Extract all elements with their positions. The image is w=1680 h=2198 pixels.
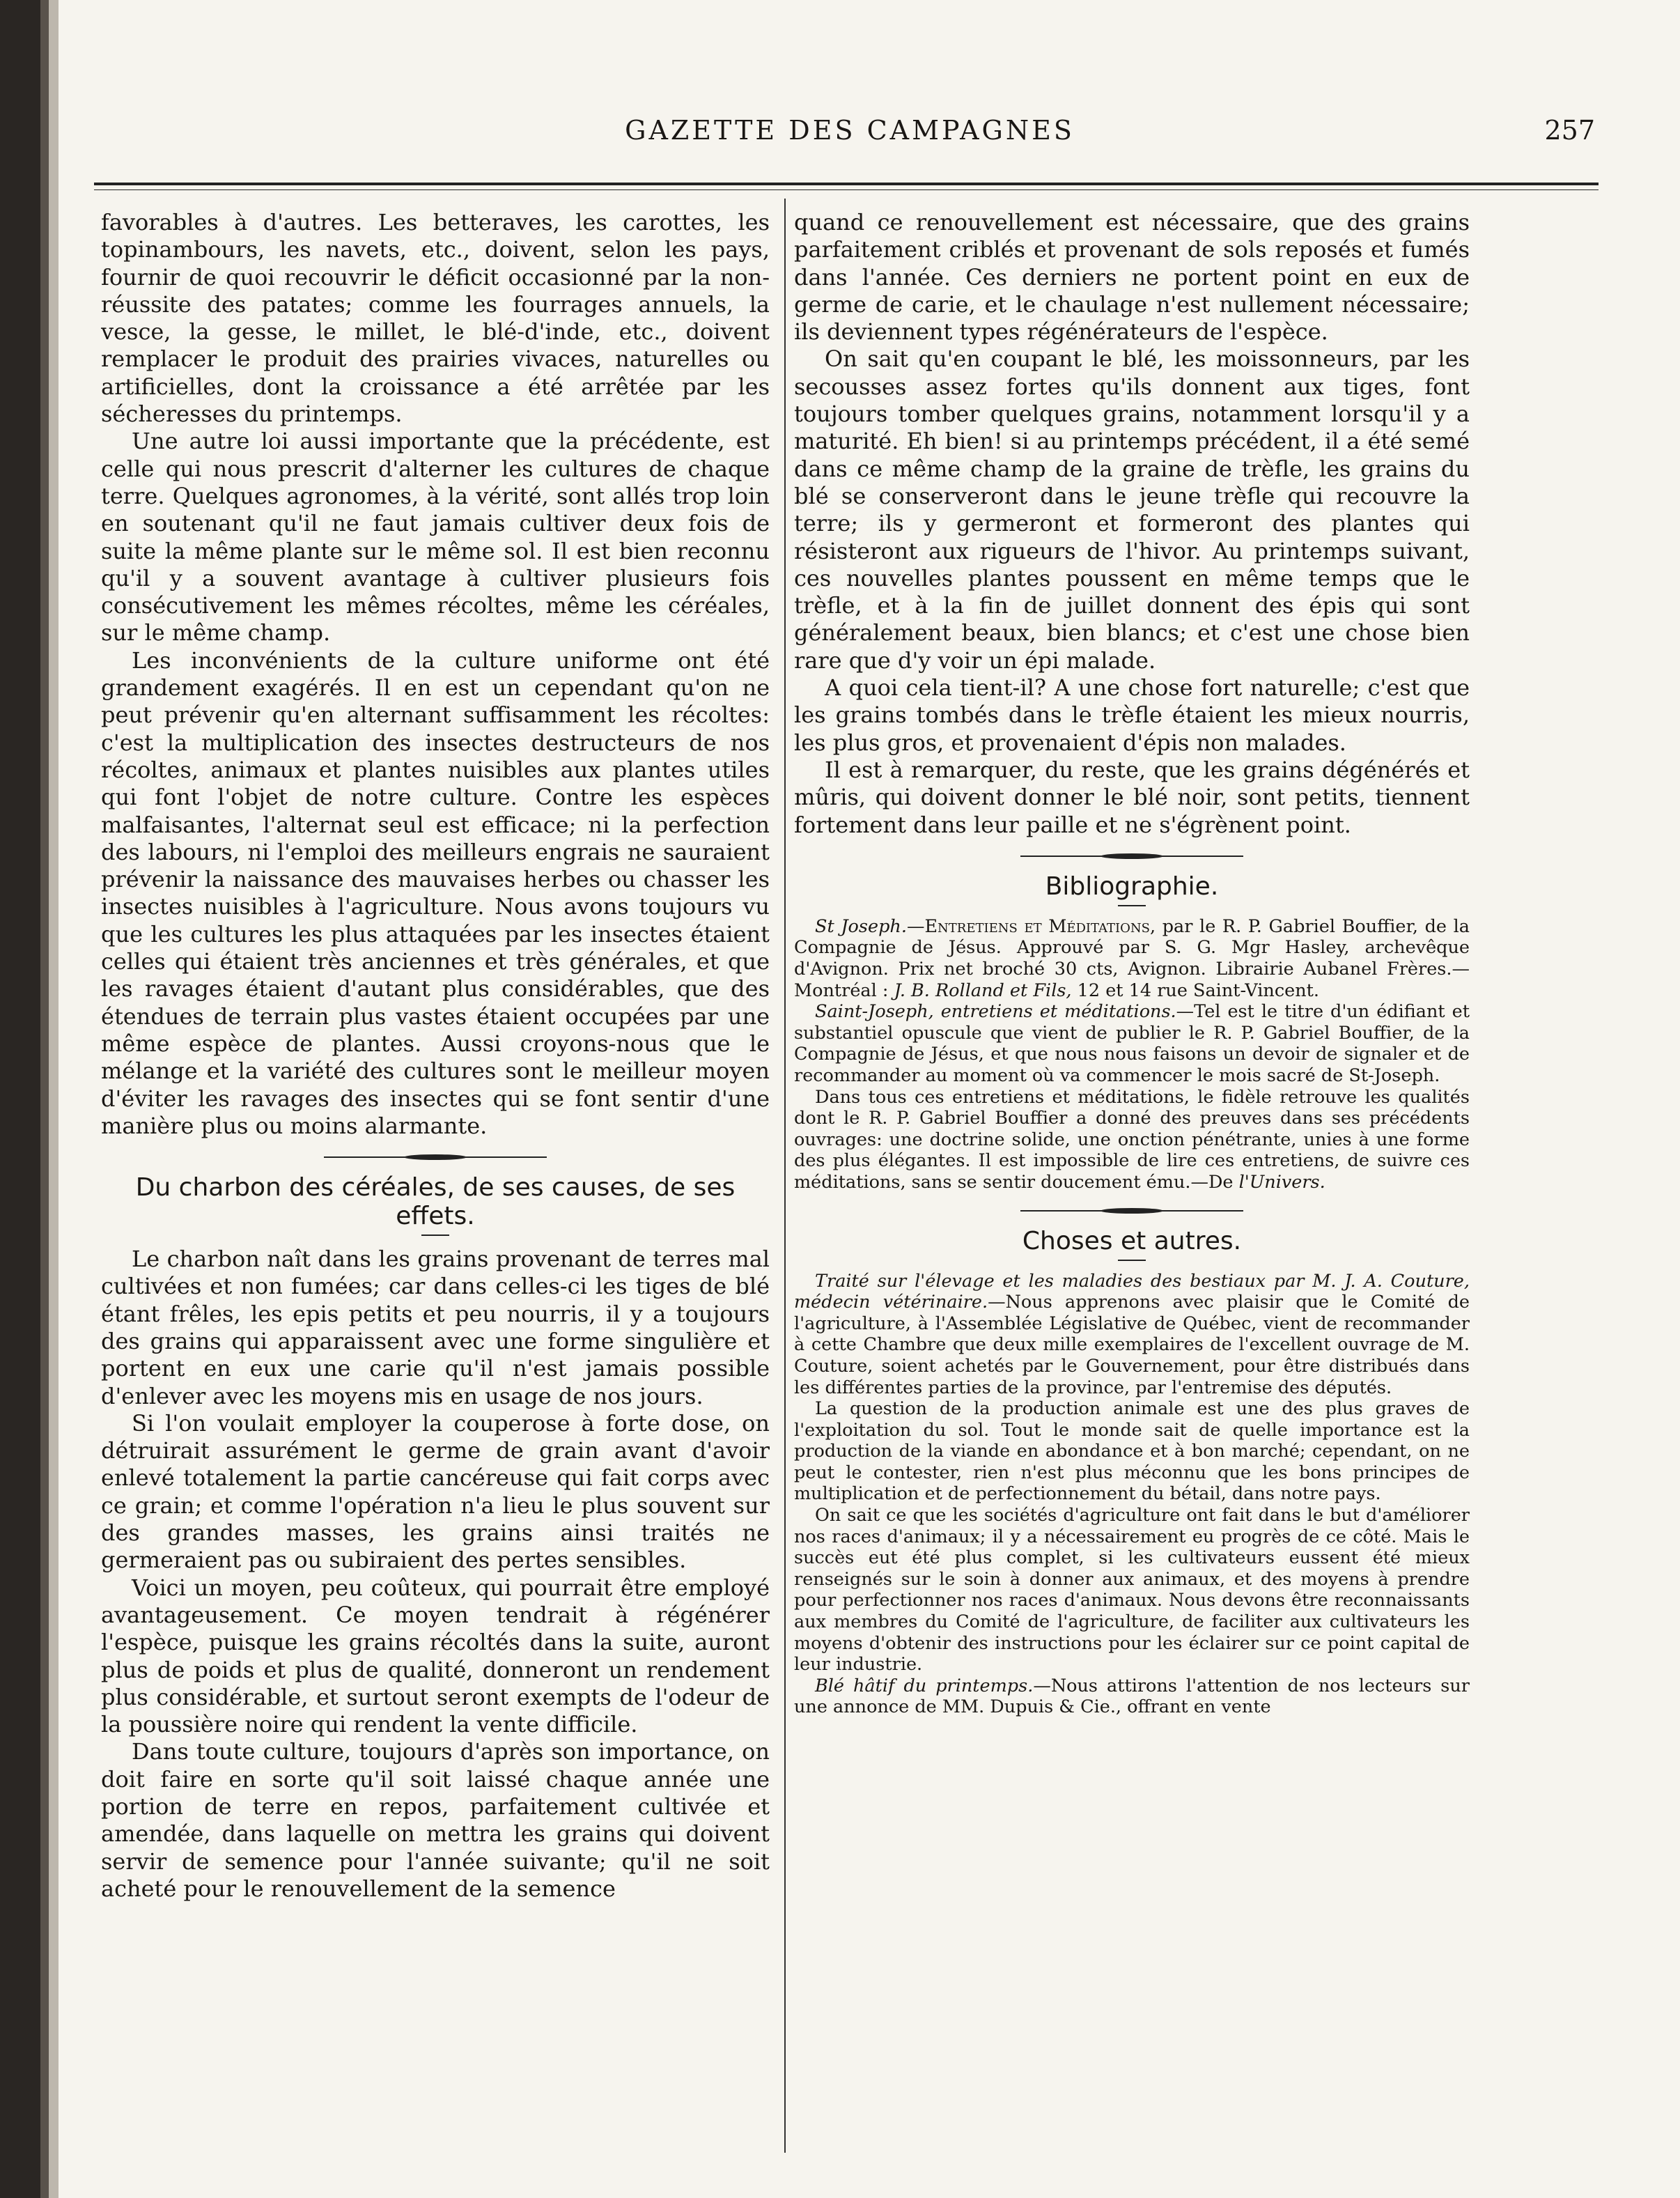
article-paragraph: Le charbon naît dans les grains provenant de terres mal cultivées et non fumées; car dans celles-ci les tiges de blé étant frêles, les epis petits et peu nourris, il y a toujours des grains qui apparaissent avec une forme singulière et portent en eux une carie qu'il n'est jamais possible d'enlever avec les moyens mis en usage de nos jours. <box>101 1246 770 1409</box>
entry-caps: —Entretiens et Méditations, <box>906 915 1156 937</box>
news-item <box>794 1271 1470 1399</box>
item-text: —Nous attirons l'attention de nos lecteurs sur une annonce de MM. Dupuis & Cie., offrant en vente <box>794 1675 1470 1718</box>
bibliography-entry <box>794 916 1470 1001</box>
section-separator <box>1020 847 1243 865</box>
entry-italic: l'Univers. <box>1238 1171 1325 1193</box>
header-rule-thick <box>94 183 1599 185</box>
section-heading-bibliographie: Bibliographie. <box>1045 872 1219 901</box>
right-column <box>794 209 1470 2146</box>
entry-lead: Saint-Joseph, entretiens et méditations. <box>815 1001 1176 1023</box>
article-paragraph: favorables à d'autres. Les betteraves, les carottes, les topinambours, les navets, etc., doivent, selon les pays, fournir de quoi recouvrir le déficit occasionné par la non-réussite des patates; comme les fourrages annuels, la vesce, la gesse, le millet, le blé-d'inde, etc., doivent remplacer le produit des prairies vivaces, naturelles ou artificielles, dont la croissance a été arrêtée par les sécheresses du printemps. <box>101 209 770 428</box>
bibliography-entry <box>794 1001 1470 1086</box>
article-paragraph: Une autre loi aussi importante que la précédente, est celle qui nous prescrit d'alterner les cultures de chaque terre. Quelques agronomes, à la vérité, sont allés trop loin en soutenant qu'il ne faut jamais cultiver deux fois de suite la même plante sur le même sol. Il est bien reconnu qu'il y a souvent avantage à cultiver plusieurs fois consécutivement les mêmes récoltes, même les céréales, sur le même champ. <box>101 428 770 647</box>
news-item <box>794 1398 1470 1505</box>
article-paragraph: Il est à remarquer, du reste, que les grains dégénérés et mûris, qui doivent donner le blé noir, sont petits, tiennent fortement dans leur paille et ne s'égrènent point. <box>794 756 1470 838</box>
entry-lead: St Joseph. <box>815 915 907 937</box>
article-paragraph: Voici un moyen, peu coûteux, qui pourrait être employé avantageusement. Ce moyen tendrait à régénérer l'espèce, puisque les grains récoltés dans la suite, auront plus de poids et plus de qualité, donneront un rendement plus considérable, et surtout seront exempts de l'odeur de la poussière noire qui rendent la vente difficile. <box>101 1574 770 1738</box>
left-column <box>101 209 770 2146</box>
article-paragraph: On sait qu'en coupant le blé, les moissonneurs, par les secousses assez fortes qu'ils donnent aux tiges, font toujours tomber quelques grains, notamment lorsqu'il y a maturité. Eh bien! si au printemps précédent, il a été semé dans ce même champ de la graine de trèfle, les grains du blé se conserveront dans le jeune trèfle qui recouvre la terre; ils y germeront et formeront des plantes qui résisteront aux rigueurs de l'hivor. Au printemps suivant, ces nouvelles plantes poussent en même temps que le trèfle, et à la fin de juillet donnent des épis qui sont généralement beaux, bien blancs; et c'est une chose bien rare que d'y voir un épi malade. <box>794 346 1470 674</box>
article-paragraph: quand ce renouvellement est nécessaire, que des grains parfaitement criblés et provenant de sols reposés et fumés dans l'année. Ces derniers ne portent point en eux de germe de carie, et le chaulage n'est nullement nécessaire; ils deviennent types régénérateurs de l'espèce. <box>794 209 1470 346</box>
entry-text: par le R. P. Gabriel Bouffier, de la Compagnie de Jésus. Approuvé par S. G. Mgr Hasley, archevêque d'Avignon. Prix net broché 30 cts, Avignon. Librairie Aubanel Frères.—Montréal : <box>794 915 1470 1001</box>
article-paragraph: Les inconvénients de la culture uniforme ont été grandement exagérés. Il en est un cependant qu'on ne peut prévenir qu'en alternant suffisamment les récoltes: c'est la multiplication des insectes destructeurs de nos récoltes, animaux et plantes nuisibles aux plantes utiles qui font l'objet de notre culture. Contre les espèces malfaisantes, l'alternat seul est efficace; ni la perfection des labours, ni l'emploi des meilleurs engrais ne sauraient prévenir la naissance des mauvaises herbes ou chasser les insectes nuisibles à l'agriculture. Nous avons toujours vu que les cultures les plus attaquées par les insectes étaient celles qui étaient très anciennes et très générales, et que les ravages étaient d'autant plus considérables, que des étendues de terrain plus vastes étaient occupées par une même espèce de plantes. Aussi croyons-nous que le mélange et la variété des cultures sont le meilleur moyen d'éviter les ravages des insectes qui se font sentir d'une manière plus ou moins alarmante. <box>101 647 770 1139</box>
news-item <box>794 1675 1470 1718</box>
article-paragraph: A quoi cela tient-il? A une chose fort naturelle; c'est que les grains tombés dans le trèfle étaient les mieux nourris, les plus gros, et provenaient d'épis non malades. <box>794 674 1470 756</box>
column-divider <box>784 199 786 2153</box>
item-text: —Nous apprenons avec plaisir que le Comité de l'agriculture, à l'Assemblée Législative de Québec, vient de recommander à cette Chambre que deux mille exemplaires de l'excellent ouvrage de M. Couture, soient achetés par le Gouvernement, pour être distribués dans les différentes parties de la province, par l'entremise des députés. <box>794 1292 1470 1398</box>
news-item <box>794 1505 1470 1675</box>
heading-dash <box>1118 905 1146 906</box>
item-lead: Blé hâtif du printemps. <box>815 1675 1034 1696</box>
entry-text: —Tel est le titre d'un édifiant et substantiel opuscule que vient de publier le R. P. Gabriel Bouffier, de la Compagnie de Jésus, et que nous nous faisons un devoir de signaler et de recommander au moment où va commencer le mois sacré de St-Joseph. <box>794 1001 1470 1086</box>
section-separator <box>324 1148 547 1166</box>
item-text: On sait ce que les sociétés d'agriculture ont fait dans le but d'améliorer nos races d'animaux; il y a nécessairement eu progrès de ce côté. Mais le succès eut été plus complet, si les cultivateurs eussent été mieux renseignés sur le soin à donner aux animaux, et des moyens à prendre pour perfectionner nos races d'animaux. Nous devons être reconnaissants aux membres du Comité de l'agriculture, de faciliter aux cultivateurs les moyens d'obtenir des instructions pour les éclairer sur ce point capital de leur industrie. <box>794 1505 1470 1675</box>
item-lead: Traité sur l'élevage et les maladies des bestiaux par M. J. A. Couture, médecin vétérinaire. <box>794 1270 1470 1313</box>
section-separator <box>1020 1202 1243 1220</box>
article-paragraph: Dans toute culture, toujours d'après son importance, on doit faire en sorte qu'il soit laissé chaque année une portion de terre en repos, parfaitement cultivée et amendée, dans laquelle on mettra les grains qui doivent servir de semence pour l'année suivante; qu'il ne soit acheté pour le renouvellement de la semence <box>101 1738 770 1902</box>
page-binding-edge <box>0 0 66 2198</box>
entry-text: Dans tous ces entretiens et méditations, le fidèle retrouve les qualités dont le R. P. Gabriel Bouffier a donné des preuves dans ses précédents ouvrages: une doctrine solide, une onction pénétrante, unies à une forme des plus élégantes. Il est impossible de lire ces entretiens, de suivre ces méditations, sans se sentir doucement ému.—De <box>794 1086 1470 1193</box>
entry-tail: 12 et 14 rue Saint-Vincent. <box>1071 980 1319 1001</box>
page-header <box>104 115 1595 164</box>
heading-dash <box>421 1235 449 1236</box>
article-paragraph: Si l'on voulait employer la couperose à forte dose, on détruirait assurément le germe de grain avant d'avoir enlevé totalement la partie cancéreuse qui fait corps avec ce grain; et comme l'opération n'a lieu le plus souvent sur des grandes masses, les grains ainsi traités ne germeraient pas ou subiraient des pertes sensibles. <box>101 1409 770 1574</box>
page-number: 257 <box>1544 115 1595 146</box>
item-text: La question de la production animale est une des plus graves de l'exploitation du sol. Tout le monde sait de quelle importance est la production de la viande en abondance et à bon marché; cependant, on ne peut le contester, rien n'est plus méconnu que les bons principes de multiplication et de perfectionnement du bétail, dans notre pays. <box>794 1398 1470 1505</box>
section-heading-charbon: Du charbon des céréales, de ses causes, de ses effets. <box>135 1173 736 1231</box>
header-rule-thin <box>94 189 1599 190</box>
bibliography-entry <box>794 1087 1470 1193</box>
newspaper-title: GAZETTE DES CAMPAGNES <box>625 115 1075 146</box>
heading-dash <box>1118 1260 1146 1261</box>
entry-italic: J. B. Rolland et Fils, <box>894 980 1072 1001</box>
section-heading-choses: Choses et autres. <box>1022 1226 1242 1255</box>
